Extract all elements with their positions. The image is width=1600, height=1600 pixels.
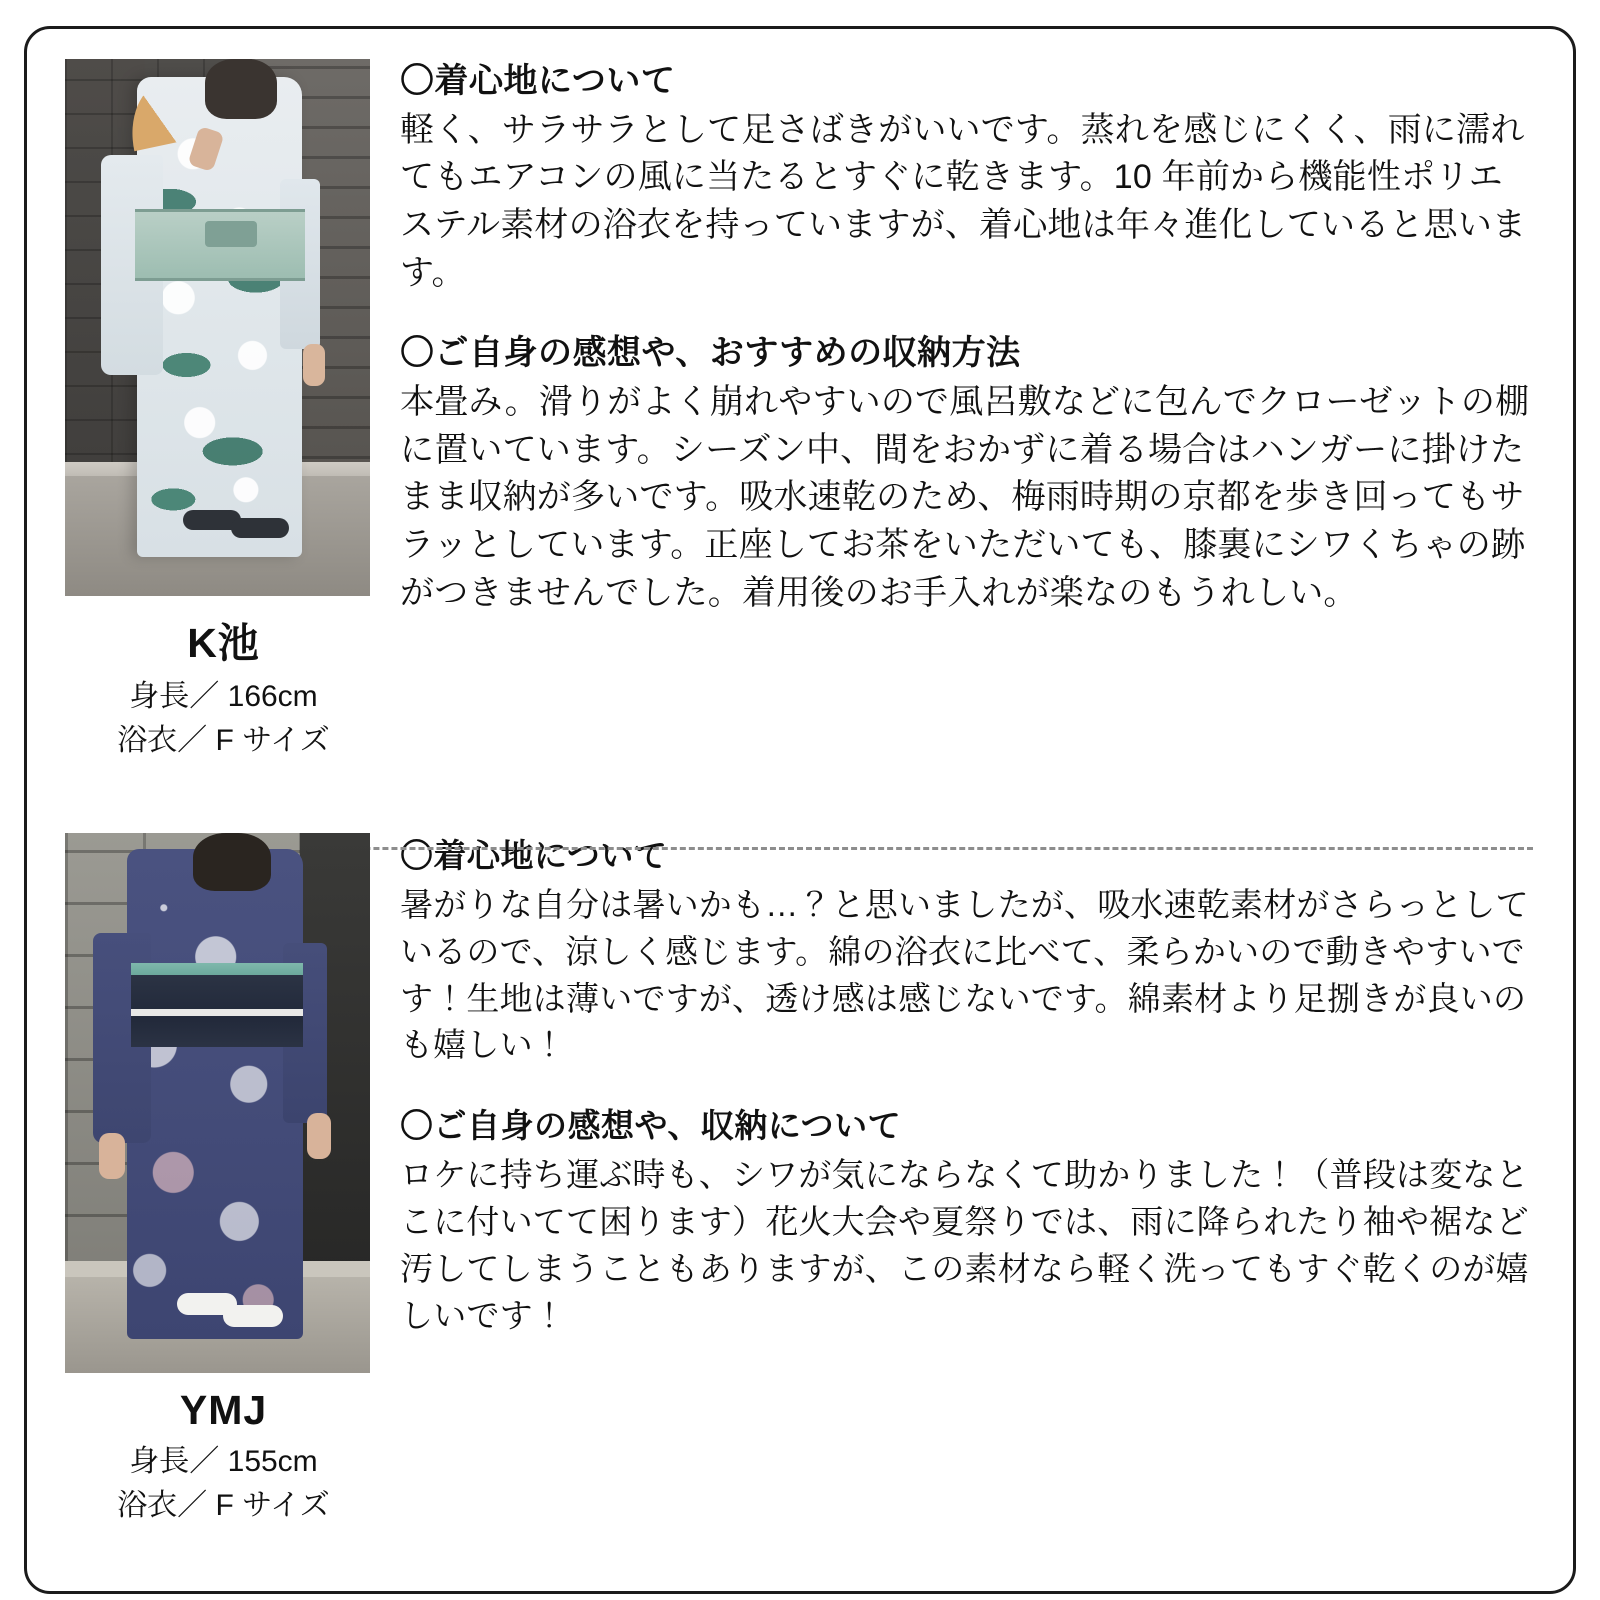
section-text: 軽く、サラサラとして足さばきがいいです。蒸れを感じにくく、雨に濡れてもエアコンの風に当たるとすぐに乾きます。10 年前から機能性ポリエステル素材の浴衣を持っていますが、着心地は年々進化していると思います。 (400, 110, 1527, 292)
section-heading: 〇ご自身の感想や、収納について (400, 1107, 902, 1145)
reviewer-photo-2 (65, 833, 370, 1373)
review-section-1-2 (400, 331, 1533, 617)
review-block-1 (27, 29, 1573, 819)
review-text-2 (382, 833, 1573, 1340)
reviewer-name-2: YMJ (179, 1387, 268, 1433)
reviewer-size-2: 浴衣／ F サイズ (117, 1488, 330, 1522)
section-text: 本畳み。滑りがよく崩れやすいので風呂敷などに包んでクローゼットの棚に置いています。シーズン中、間をおかずに着る場合はハンガーに掛けたまま収納が多いです。吸水速乾のため、梅雨時期の京都を歩き回ってもサラッとしています。正座してお茶をいただいても、膝裏にシワくちゃの跡がつきませんでした。着用後のお手入れが楽なのもうれしい。 (400, 383, 1530, 612)
review-block-2 (27, 819, 1573, 1589)
section-heading: 〇着心地について (400, 62, 676, 100)
reviewer-name-1: K池 (187, 620, 260, 666)
reviewer-height-2: 身長／ 155cm (129, 1445, 318, 1478)
section-heading: 〇着心地について (400, 837, 668, 874)
reviewer-size-1: 浴衣／ F サイズ (117, 723, 330, 757)
reviewer-profile-1 (27, 59, 382, 762)
review-section-1-1 (400, 59, 1533, 297)
review-card (24, 26, 1576, 1594)
section-text: 暑がりな自分は暑いかも…？と思いましたが、吸水速乾素材がさらっとしているので、涼しく感じます。綿の浴衣に比べて、柔らかいので動きやすいです！生地は薄いですが、透け感は感じないです。綿素材より足捌きが良いのも嬉しい！ (400, 885, 1529, 1064)
reviewer-photo-1 (65, 59, 370, 596)
reviewer-profile-2 (27, 833, 382, 1527)
review-section-2-1 (400, 833, 1533, 1069)
reviewer-height-1: 身長／ 166cm (129, 680, 318, 713)
section-heading: 〇ご自身の感想や、おすすめの収納方法 (400, 334, 1021, 373)
section-text: ロケに持ち運ぶ時も、シワが気にならなくて助かりました！（普段は変なとこに付いてて困ります）花火大会や夏祭りでは、雨に降られたり袖や裾など汚してしまうこともありますが、この素材なら軽く洗ってもすぐ乾くのが嬉しいです！ (400, 1156, 1529, 1334)
review-section-2-2 (400, 1103, 1533, 1339)
review-text-1 (382, 59, 1573, 617)
